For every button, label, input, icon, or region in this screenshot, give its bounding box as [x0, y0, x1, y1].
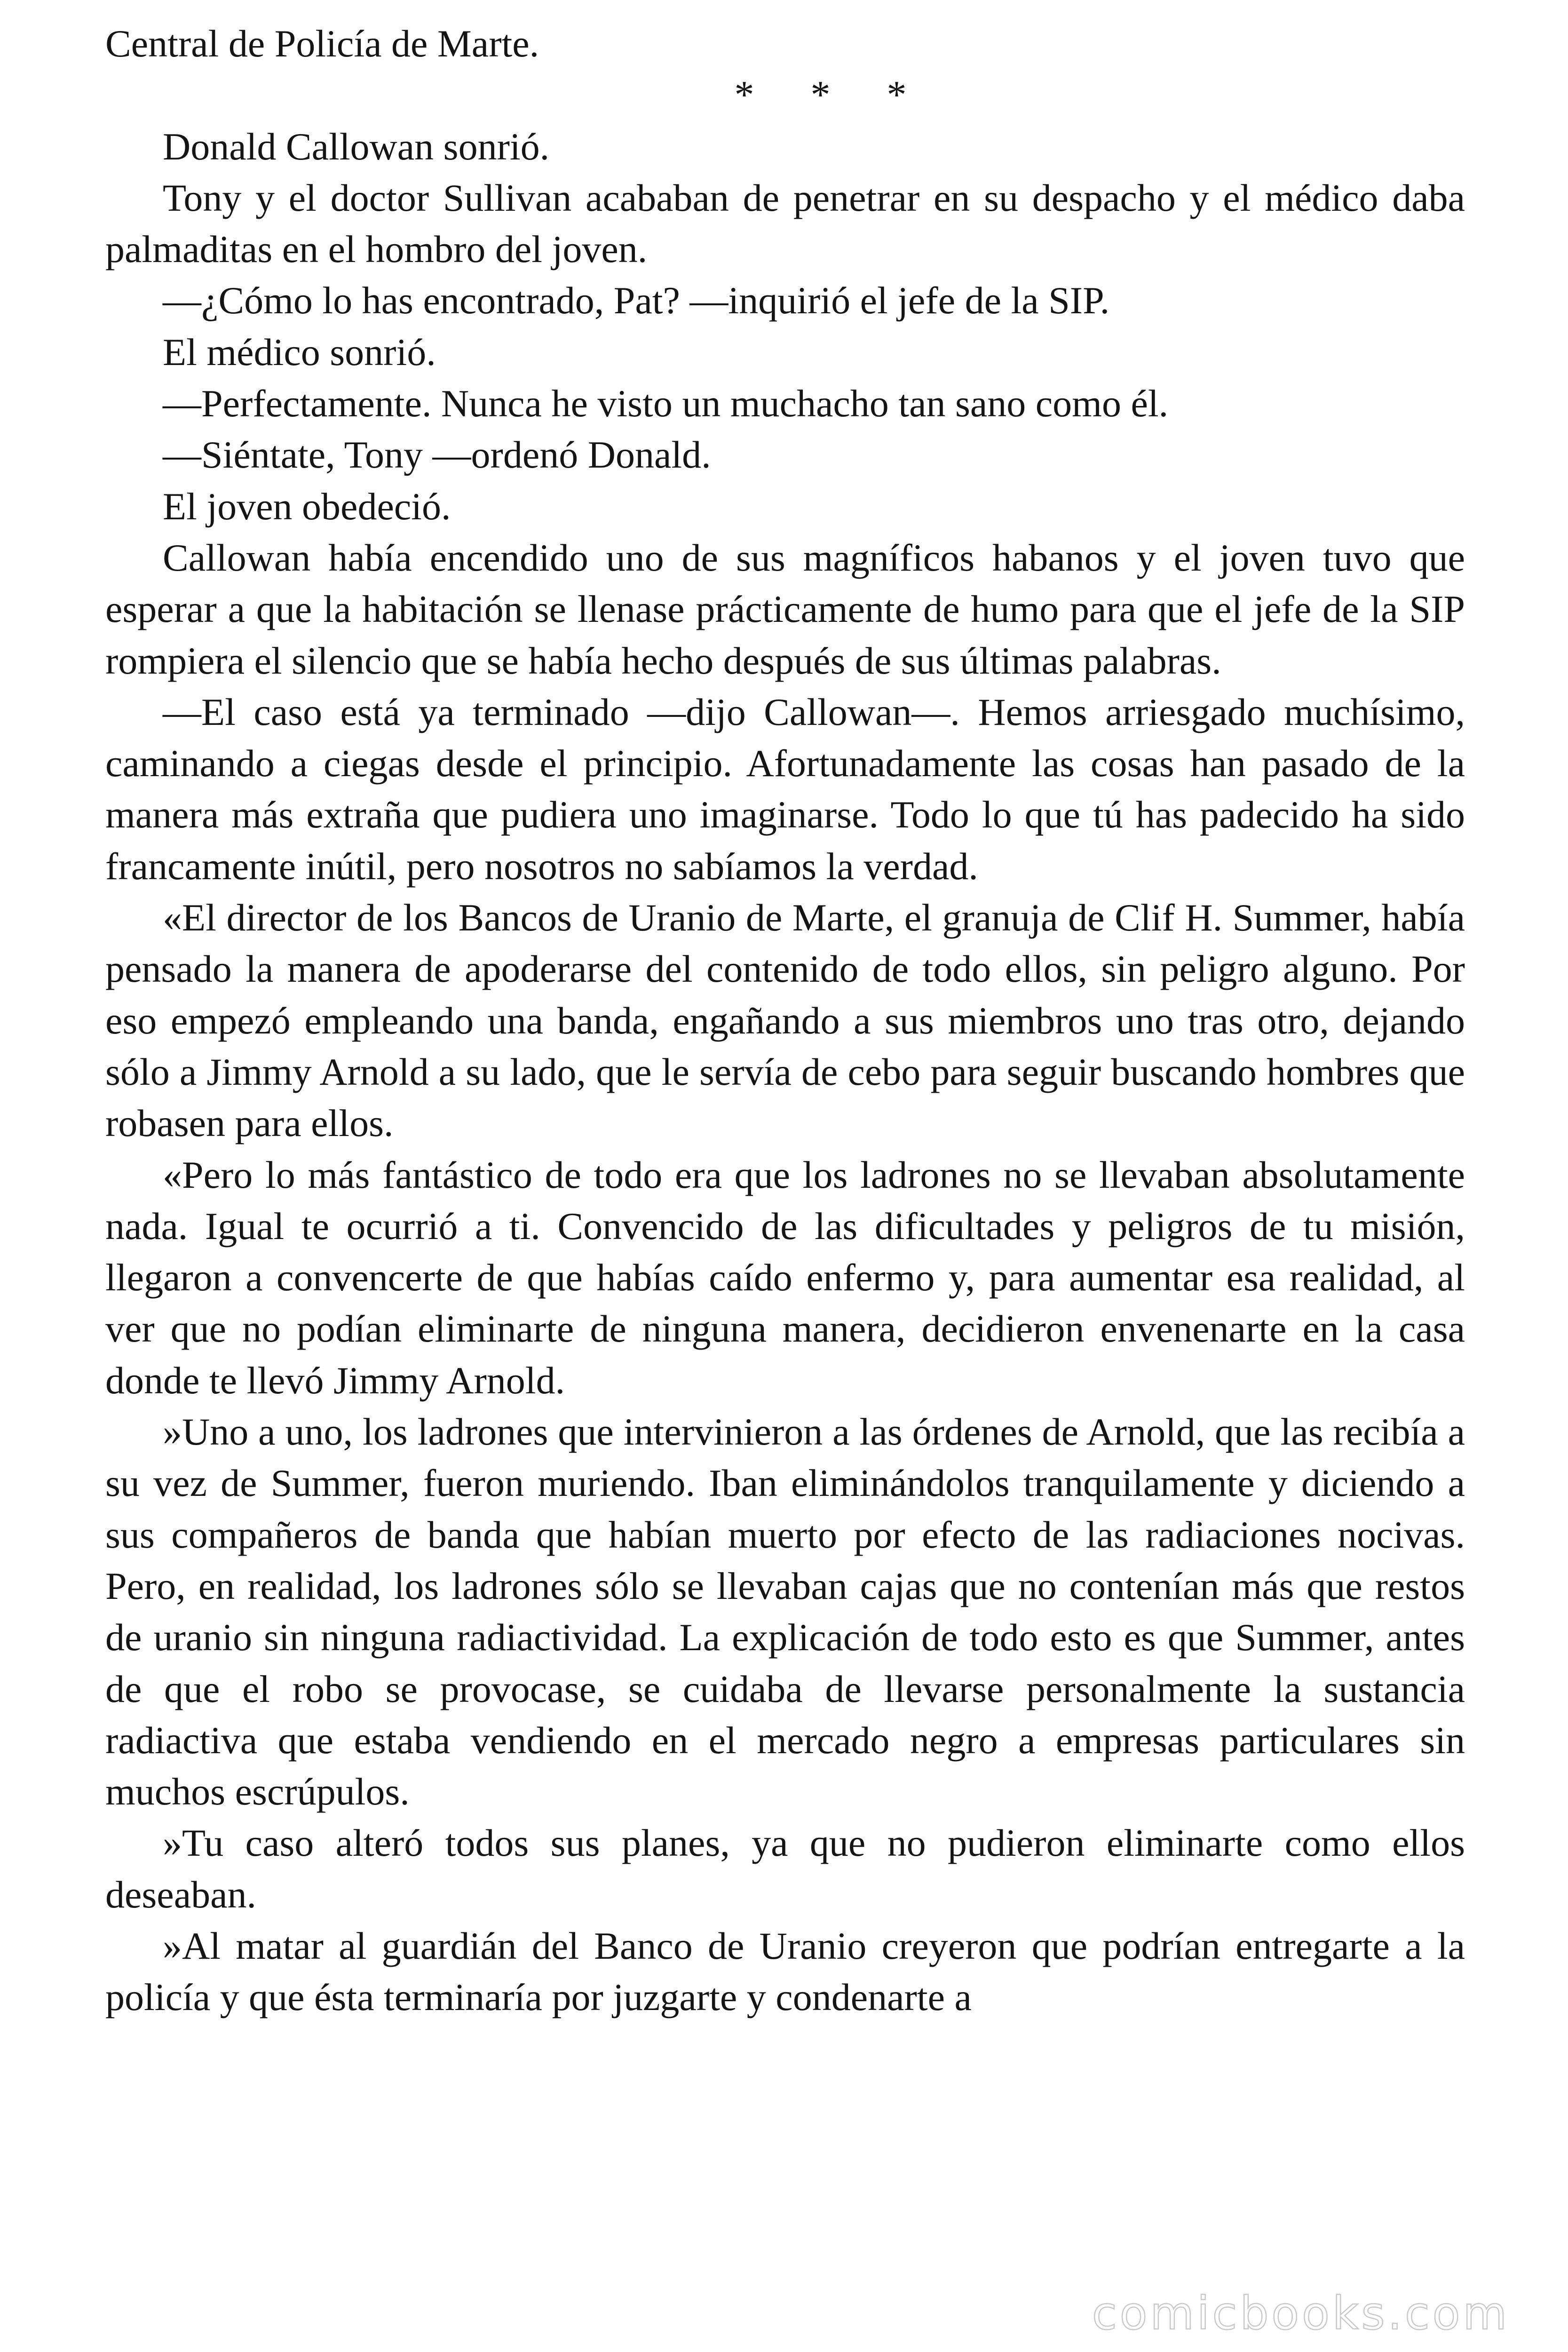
separator-asterisk: * [810, 73, 831, 117]
section-separator [105, 69, 1465, 120]
paragraph: Donald Callowan sonrió. [163, 125, 550, 168]
paragraph: «El director de los Bancos de Uranio de Marte, el granuja de Clif H. Summer, había pensado la manera de apoderarse del contenido de todo ellos, sin peligro alguno. Por eso empezó empleando una banda, engañando a sus miembros uno tras otro, dejando sólo a Jimmy Arnold a su lado, que le servía de cebo para seguir buscando hombres que robasen para ellos. [105, 896, 1465, 1145]
paragraph: «Pero lo más fantástico de todo era que los ladrones no se llevaban absolutamente nada. Igual te ocurrió a ti. Convencido de las dificultades y peligros de tu misión, llegaron a convencerte de que habías caído enfermo y, para aumentar esa realidad, al ver que no podían eliminarte de ninguna manera, decidieron envenenarte en la casa donde te llevó Jimmy Arnold. [105, 1153, 1465, 1402]
paragraph: El joven obedeció. [163, 485, 451, 528]
opening-line: Central de Policía de Marte. [105, 22, 539, 65]
paragraph: »Uno a uno, los ladrones que intervinieron a las órdenes de Arnold, que las recibía a su vez de Summer, fueron muriendo. Iban eliminándolos tranquilamente y diciendo a sus compañeros de banda que habían muerto por efecto de las radiaciones nocivas. Pero, en realidad, los ladrones sólo se llevaban cajas que no contenían más que restos de uranio sin ninguna radiactividad. La explicación de todo esto es que Summer, antes de que el robo se provocase, se cuidaba de llevarse personalmente la sustancia radiactiva que estaba vendiendo en el mercado negro a empresas particulares sin muchos escrúpulos. [105, 1410, 1465, 1813]
paragraph: —Siéntate, Tony —ordenó Donald. [163, 433, 711, 477]
separator-asterisk: * [887, 73, 907, 117]
paragraph: —El caso está ya terminado —dijo Callowan—. Hemos arriesgado muchísimo, caminando a ciegas desde el principio. Afortunadamente las cosas han pasado de la manera más extraña que pudiera uno imaginarse. Todo lo que tú has padecido ha sido francamente inútil, pero nosotros no sabíamos la verdad. [105, 690, 1465, 888]
page-text [105, 18, 1465, 2023]
paragraph: Tony y el doctor Sullivan acababan de penetrar en su despacho y el médico daba palmaditas en el hombro del joven. [105, 176, 1465, 271]
separator-asterisk: * [734, 73, 754, 117]
paragraph: »Tu caso alteró todos sus planes, ya que no pudieron eliminarte como ellos deseaban. [105, 1821, 1465, 1916]
watermark-logo: comicbooks.com [1092, 2287, 1510, 2340]
paragraph: Callowan había encendido uno de sus magníficos habanos y el joven tuvo que esperar a que la habitación se llenase prácticamente de humo para que el jefe de la SIP rompiera el silencio que se había hecho después de sus últimas palabras. [105, 536, 1465, 682]
paragraph: El médico sonrió. [163, 330, 436, 373]
paragraph: »Al matar al guardián del Banco de Uranio creyeron que podrían entregarte a la policía y que ésta terminaría por juzgarte y condenarte a [105, 1924, 1465, 2019]
paragraph: —Perfectamente. Nunca he visto un muchacho tan sano como él. [163, 382, 1169, 425]
paragraph: —¿Cómo lo has encontrado, Pat? —inquirió el jefe de la SIP. [163, 279, 1110, 322]
